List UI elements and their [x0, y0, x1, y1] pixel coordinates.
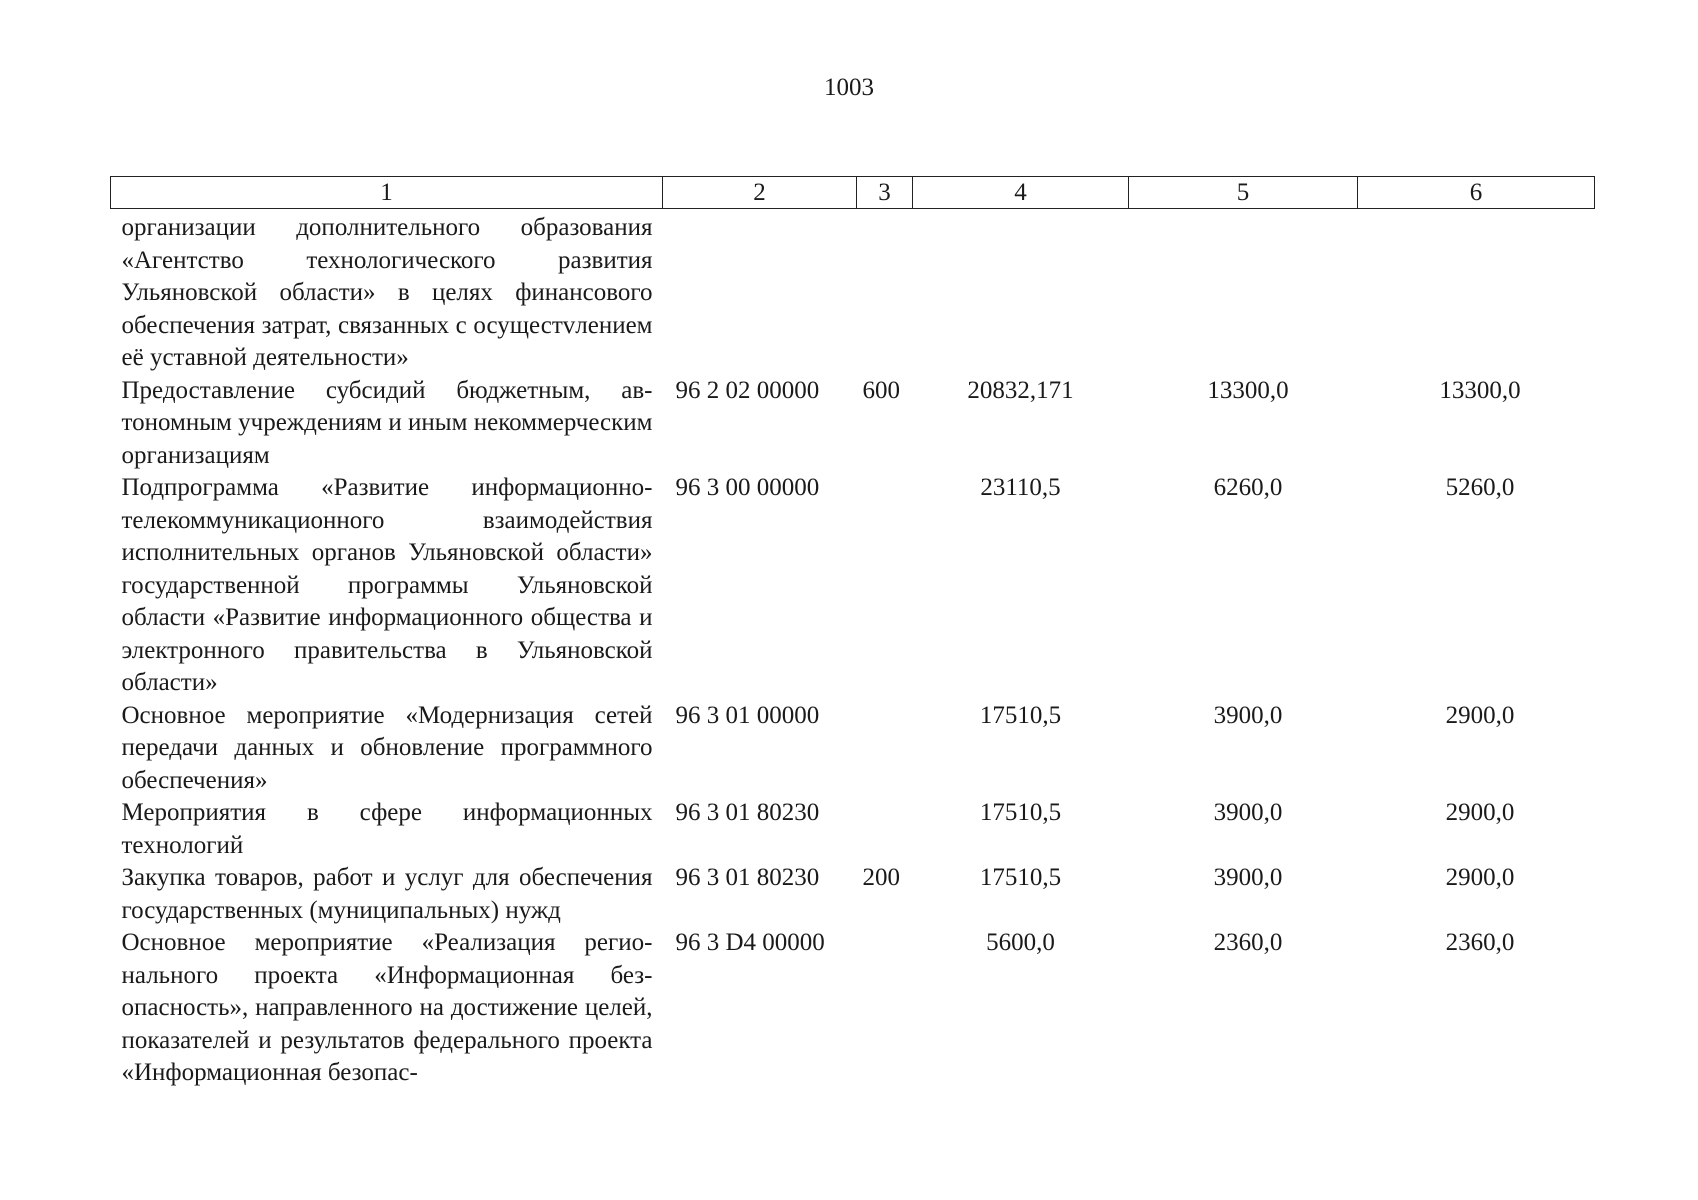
row-name: организации дополнительного образования «Агентство технологического развития Ульяновской области» в целях финансового обеспечения затрат, связанных с осущестvлением её уставной деятельности»: [121, 214, 653, 371]
row-code: 96 3 01 80230: [675, 864, 820, 891]
row-code: 96 3 01 80230: [675, 799, 820, 826]
header-col-3: 3: [857, 177, 913, 209]
row-type: 200: [862, 864, 900, 891]
row-type: [857, 797, 913, 862]
row-name: Предоставление субсидий бюджетным, автономным учреждениям и иным некоммерческим организациям: [121, 376, 653, 469]
table-row: [111, 927, 1595, 1090]
header-col-6: 6: [1358, 177, 1595, 209]
row-name: Закупка товаров, работ и услуг для обеспечения государственных (муниципальных) нужд: [121, 864, 653, 924]
table-row: [111, 700, 1595, 798]
row-value-6: 2900,0: [1445, 701, 1515, 729]
row-value-6: 13300,0: [1439, 376, 1521, 404]
row-type: [857, 927, 913, 1090]
table-header: [111, 177, 1595, 209]
row-type: [857, 472, 913, 700]
row-code: 96 3 01 00000: [675, 701, 820, 729]
row-code: 96 3 00 00000: [675, 474, 820, 501]
row-value-6: 2900,0: [1445, 864, 1515, 891]
row-value-5: 13300,0: [1207, 376, 1289, 404]
header-col-1: 1: [111, 177, 663, 209]
row-value-4: 20832,171: [967, 376, 1074, 404]
row-value-4: 23110,5: [980, 474, 1061, 501]
row-code: [663, 209, 857, 375]
budget-table: [110, 176, 1595, 1090]
row-value-5: 2360,0: [1213, 929, 1283, 956]
row-value-5: 3900,0: [1213, 799, 1283, 826]
row-value-5: [1129, 209, 1358, 375]
row-value-4: 17510,5: [979, 864, 1062, 891]
table-row: [111, 209, 1595, 375]
row-type: [857, 209, 913, 375]
table-row: [111, 472, 1595, 700]
row-value-5: 3900,0: [1213, 864, 1283, 891]
row-value-6: 2900,0: [1445, 799, 1515, 826]
header-col-2: 2: [663, 177, 857, 209]
row-name: Подпрограмма «Развитие информационно-телекоммуникационного взаимодействия исполнительных органов Ульяновской области» государственной программы Ульяновской области «Развитие информационного общества и электронного правительства в Ульяновской области»: [121, 474, 653, 696]
header-col-5: 5: [1129, 177, 1358, 209]
row-value-6: 5260,0: [1445, 474, 1515, 501]
row-code: 96 2 02 00000: [675, 376, 820, 404]
row-value-5: 3900,0: [1213, 701, 1283, 729]
row-value-6: 2360,0: [1445, 929, 1515, 956]
row-value-4: 17510,5: [979, 799, 1062, 826]
table-row: [111, 862, 1595, 927]
row-value-6: [1358, 209, 1595, 375]
row-value-4: 17510,5: [979, 701, 1062, 729]
row-name: Основное мероприятие «Реализация регионального проекта «Информационная безопасность», направленного на достижение целей, показателей и результатов федерального проекта «Информационная безопас-: [121, 929, 653, 1086]
row-name: Основное мероприятие «Модернизация сетей передачи данных и обновление программного обеспечения»: [121, 701, 653, 794]
header-row: [111, 177, 1595, 209]
table-row: [111, 797, 1595, 862]
page-number: 1003: [824, 74, 874, 101]
table-row: [111, 375, 1595, 473]
row-code: 96 3 D4 00000: [675, 929, 825, 956]
row-type: 600: [862, 376, 900, 404]
row-value-4: [913, 209, 1129, 375]
row-name: Мероприятия в сфере информационных технологий: [121, 799, 653, 859]
row-type: [857, 700, 913, 798]
table-body: [111, 209, 1595, 1090]
header-col-4: 4: [913, 177, 1129, 209]
row-value-5: 6260,0: [1213, 474, 1283, 501]
row-value-4: 5600,0: [986, 929, 1055, 956]
